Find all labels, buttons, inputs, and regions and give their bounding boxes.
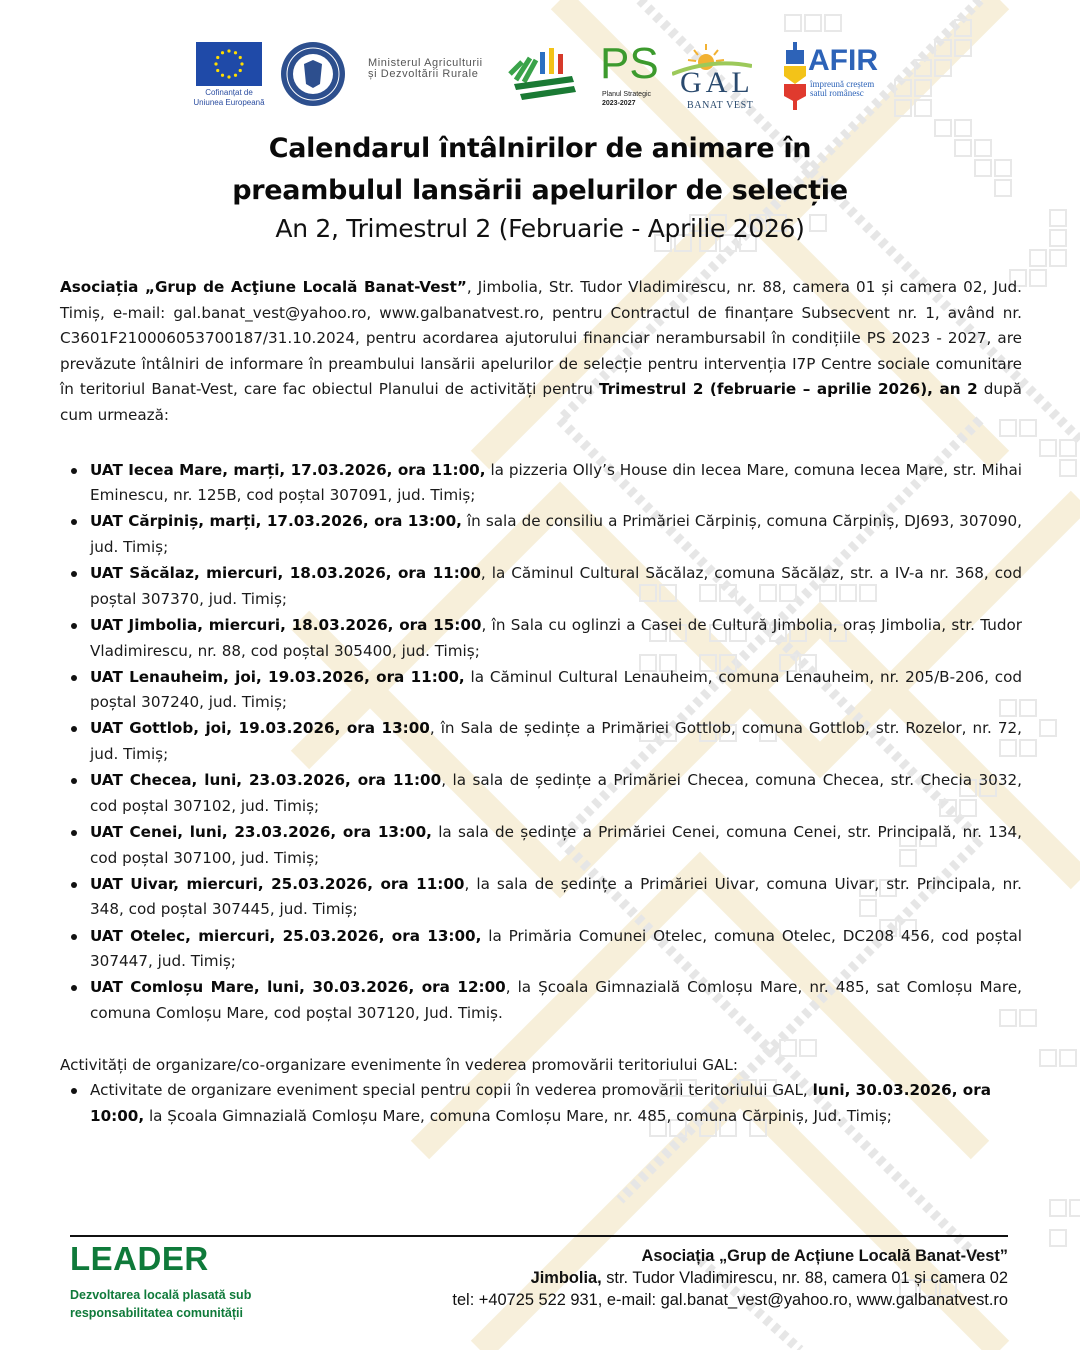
motif-square [1040,1050,1056,1066]
motif-square [1030,270,1046,286]
document-body [60,275,1022,1130]
footer-address: Jimbolia, str. Tudor Vladimirescu, nr. 88, camera 01 și camera 02 [530,1269,1008,1287]
event-list [60,458,1022,1027]
motif-square [915,100,931,116]
motif-square [1060,460,1076,476]
gal-logo-subtitle: BANAT VEST [687,100,754,111]
eu-star-icon [227,49,230,52]
motif-square [1040,440,1056,456]
motif-square [935,40,951,56]
title-subtitle: An 2, Trimestrul 2 (Februarie - Aprilie 2026) [275,214,805,243]
period-label: Trimestrul 2 (februarie – aprilie 2026), an 2 [598,380,978,399]
motif-square [1020,420,1036,436]
motif-square [955,40,971,56]
activities-list [60,1078,1022,1129]
eu-caption: Cofinanțat de Uniunea Europeană [193,88,265,107]
government-seal-logo [280,40,346,108]
leader-subtitle: Dezvoltarea locală plasată sub responsabilitatea comunității [70,1288,252,1320]
title-line-1: Calendarul întâlnirilor de animare în [268,133,812,164]
event-item: UAT Săcălaz, miercuri, 18.03.2026, ora 11:00, la Căminul Cultural Săcălaz, comuna Săcălaz, str. a IV-a nr. 368, cod poștal 307370, jud. Timiș; [90,561,1022,612]
motif-square [1050,250,1066,266]
motif-square [1030,250,1046,266]
event-item: UAT Otelec, miercuri, 25.03.2026, ora 13:00, la Primăria Comunei Otelec, comuna Otelec, DC208 456, cod poștal 307447, jud. Timiș; [90,924,1022,975]
motif-square [1050,1200,1066,1216]
activities-heading: Activități de organizare/co-organizare evenimente în vederea promovării teritoriului GAL: [60,1055,739,1074]
eu-star-icon [240,62,243,65]
event-item: UAT Iecea Mare, marți, 17.03.2026, ora 11:00, la pizzeria Olly’s House din Iecea Mare, comuna Iecea Mare, str. Mihai Eminescu, nr. 125B, cod poștal 307091, jud. Timiș; [90,458,1022,509]
afir-motif-icon [782,42,808,110]
footer-contact [452,1245,1008,1311]
event-item: UAT Uivar, miercuri, 25.03.2026, ora 11:00, la sala de ședințe a Primăriei Uivar, comuna Uivar, str. Principala, nr. 348, cod poștal 307445, jud. Timiș; [90,872,1022,923]
eu-star-icon [214,62,217,65]
org-name: Asociația „Grup de Acţiune Locală Banat-Vest” [60,278,467,296]
eu-star-icon [234,74,237,77]
ministry-logo-text: Ministerul Agriculturii și Dezvoltării Rurale [368,57,483,80]
eu-star-icon [239,69,242,72]
event-item: UAT Cărpiniș, marți, 17.03.2026, ora 13:00, în sala de consiliu a Primăriei Cărpiniș, comuna Cărpiniș, DJ693, 307090, jud. Timiș; [90,509,1022,560]
event-item: UAT Checea, luni, 23.03.2026, ora 11:00, la sala de ședințe a Primăriei Checea, comuna Checea, str. Checia 3032, cod poștal 307102, jud. Timiș; [90,768,1022,819]
motif-square [1070,1200,1080,1216]
event-item: UAT Gottlob, joi, 19.03.2026, ora 13:00, în Sala de ședințe a Primăriei Gottlob, comuna Gottlob, str. Rozelor, nr. 72, jud. Timiș; [90,716,1022,767]
eu-star-icon [239,56,242,59]
motif-square [935,60,951,76]
leader-logo-text: LEADER [70,1240,209,1277]
motif-square [805,15,821,31]
event-item: UAT Jimbolia, miercuri, 18.03.2026, ora 15:00, în Sala cu oglinzi a Casei de Cultură Jimbolia, oraș Jimbolia, str. Tudor Vladimirescu, nr. 88, cod poștal 305400, jud. Timiș; [90,613,1022,664]
motif-square [1020,740,1036,756]
motif-square [915,60,931,76]
afir-tagline: împreună creștem satul românesc [810,79,875,98]
ps-caption: Planul Strategic 2023-2027 [602,91,652,107]
motif-square [1060,1050,1076,1066]
motif-square [955,20,971,36]
activity-item: Activitate de organizare eveniment special pentru copii în vederea promovării teritoriului GAL, luni, 30.03.2026, ora 10:00, la Școala Gimnazială Comloșu Mare, comuna Comloșu Mare, nr. 485, comuna Cărpiniș, Jud. Timiș; [90,1078,1022,1129]
event-item: UAT Cenei, luni, 23.03.2026, ora 13:00, la sala de ședințe a Primăriei Cenei, comuna Cenei, str. Principală, nr. 134, cod poștal 307100, jud. Timiș; [90,820,1022,871]
eu-star-icon [216,69,219,72]
event-item: UAT Lenauheim, joi, 19.03.2026, ora 11:00, la Căminul Cultural Lenauheim, comuna Lenauheim, nr. 205/B-206, cod poștal 307240, jud. Timiș; [90,665,1022,716]
footer-divider [70,1235,1008,1237]
motif-square [1060,440,1076,456]
motif-square [1050,1230,1066,1246]
motif-square [825,15,841,31]
ps-strategic-plan-icon [508,48,580,104]
eu-star-icon [227,75,230,78]
partner-logos [190,38,900,118]
ps-logo-text: PS [600,39,659,88]
eu-star-icon [221,51,224,54]
eu-star-icon [234,51,237,54]
afir-logo-text: AFIR [808,44,878,77]
title-line-2: preambulul lansării apelurilor de selecție [232,175,848,206]
document-title [0,128,1080,246]
eu-star-icon [221,74,224,77]
footer-contact-line: tel: +40725 522 931, e-mail: gal.banat_vest@yahoo.ro, www.galbanatvest.ro [452,1291,1008,1309]
eu-star-icon [216,56,219,59]
motif-square [915,80,931,96]
eu-flag-logo [196,42,262,86]
motif-square [1020,1010,1036,1026]
motif-square [1040,720,1056,736]
motif-square [785,15,801,31]
motif-square [1020,700,1036,716]
event-item: UAT Comloșu Mare, luni, 30.03.2026, ora 12:00, la Școala Gimnazială Comloșu Mare, nr. 485, sat Comloșu Mare, comuna Comloșu Mare, cod poștal 307120, Jud. Timiș. [90,975,1022,1026]
footer-org-name: Asociația „Grup de Acțiune Locală Banat-Vest” [641,1247,1008,1265]
intro-paragraph: Asociația „Grup de Acţiune Locală Banat-Vest”, Jimbolia, Str. Tudor Vladimirescu, nr. 88, camera 01 și camera 02, Jud. Timiș, e-mail: gal.banat_vest@yahoo.ro, www.galbanatvest.ro, pentru Contractul de finanțare Subsecvent nr. 1, având nr. C3601F210006053700187/31.10.2024, pentru acordarea ajutorului financiar nerambursabil în condițiile PS 2023 - 2027, are prevăzute întâlniri de informare în preambului lansării apelurilor de selecție pentru intervenția I7P Centre sociale comunitare în teritoriul Banat-Vest, care fac obiectul Planului de activități pentru Trimestrul 2 (februarie – aprilie 2026), an 2 după cum urmează: [60,278,1022,424]
gal-logo-text: GAL [680,66,754,99]
